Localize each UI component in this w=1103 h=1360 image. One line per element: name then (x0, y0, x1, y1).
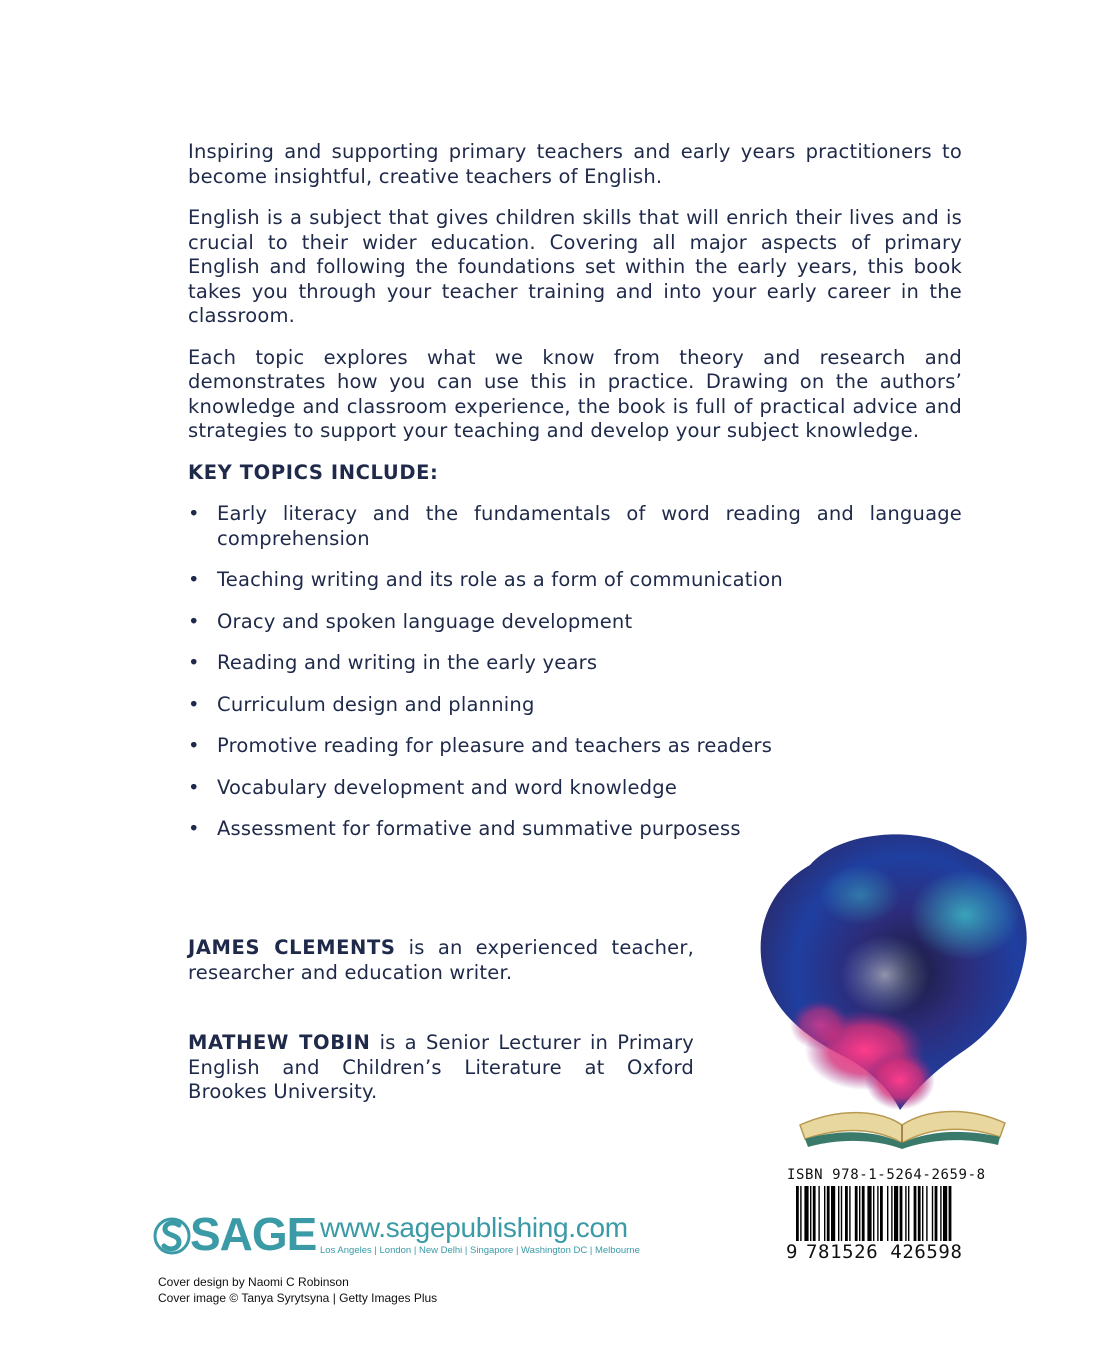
author-name: MATHEW TOBIN (188, 1031, 371, 1054)
barcode-bar (859, 1186, 860, 1248)
barcode-bar (873, 1186, 874, 1248)
barcode-bar (900, 1186, 903, 1248)
author-bio-text: is an experienced teacher, researcher and education writer. (188, 936, 694, 984)
intro-paragraph-2: English is a subject that gives children skills that will enrich their lives and is crucial to their wider education. Covering all major aspects of primary English and following the foundations set within the early years, this book takes you through your teacher training and into your early career in the classroom. (188, 206, 962, 327)
barcode-bar (943, 1186, 947, 1248)
barcode-bar (867, 1186, 871, 1248)
isbn-label: ISBN 978-1-5264-2659-8 (787, 1167, 986, 1183)
barcode-bar (880, 1186, 883, 1248)
list-item (188, 734, 962, 759)
barcode-bar (877, 1186, 878, 1248)
list-item (188, 651, 962, 676)
barcode-bar (949, 1186, 952, 1248)
publisher-cities: Los Angeles | London | New Delhi | Singapore | Washington DC | Melbourne (320, 1245, 640, 1256)
key-topics-heading: KEY TOPICS INCLUDE: (188, 460, 439, 484)
key-topics-list (188, 502, 962, 842)
ink-cloud-book-illustration (750, 825, 1040, 1155)
barcode-bar (855, 1186, 858, 1248)
barcode-bar (841, 1186, 842, 1248)
barcode-bar (800, 1186, 801, 1248)
author-bio-tobin (188, 1031, 694, 1105)
cover-image-credit: Cover image © Tanya Syrytsyna | Getty Images Plus (158, 1291, 438, 1305)
barcode-bar (894, 1186, 898, 1248)
topic-text: Vocabulary development and word knowledge (217, 775, 678, 799)
author-bio-clements (188, 936, 694, 985)
barcode-bar (862, 1186, 865, 1248)
barcode-bar (810, 1186, 811, 1248)
barcode-bar (818, 1186, 819, 1248)
topic-text: Teaching writing and its role as a form of communication (217, 568, 783, 591)
publisher-website-link[interactable]: www.sagepublishing.com (320, 1212, 628, 1243)
bullet-icon: • (188, 775, 200, 799)
bullet-icon: • (188, 817, 200, 840)
barcode-bar (813, 1186, 816, 1248)
bullet-icon: • (188, 734, 200, 757)
barcode-bar (908, 1186, 909, 1248)
barcode-bar (804, 1186, 808, 1248)
barcode-bar (838, 1186, 839, 1248)
barcode-bar (831, 1186, 835, 1248)
cover-design-credit: Cover design by Naomi C Robinson (158, 1275, 349, 1289)
barcode-bar (932, 1186, 933, 1248)
barcode-bar (891, 1186, 892, 1248)
list-item (188, 568, 962, 593)
barcode-bar (935, 1186, 938, 1248)
barcode-bar (940, 1186, 941, 1248)
intro-paragraph-1: Inspiring and supporting primary teachers and early years practitioners to become insightful, creative teachers of English. (188, 140, 962, 188)
topic-text: Reading and writing in the early years (217, 651, 598, 674)
list-item (188, 502, 962, 551)
isbn-lead-digit: 9 (786, 1241, 799, 1263)
barcode-bar (796, 1186, 799, 1248)
barcode-bar (914, 1186, 917, 1248)
barcode-bar (887, 1186, 888, 1248)
sage-logo-icon (153, 1211, 191, 1261)
barcode-bar (926, 1186, 927, 1248)
bullet-icon: • (188, 692, 200, 716)
isbn-group-1: 781526 (806, 1241, 879, 1263)
barcode-bar (905, 1186, 906, 1248)
topic-text: Promotive reading for pleasure and teachers as readers (217, 734, 773, 757)
back-cover-text (188, 140, 962, 859)
barcode-bar (849, 1186, 850, 1248)
intro-paragraph-3: Each topic explores what we know from theory and research and demonstrates how you can use this in practice. Drawing on the authors’ knowledge and classroom experience, the book is full of practical advice and strategies to support your teaching and develop your subject knowledge. (188, 345, 962, 442)
barcode-bar (918, 1186, 921, 1248)
bullet-icon: • (188, 609, 200, 633)
list-item (188, 776, 962, 801)
list-item (188, 693, 962, 718)
bullet-icon: • (188, 568, 200, 591)
barcode-bar (845, 1186, 848, 1248)
topic-text: Assessment for formative and summative purposess (217, 817, 741, 840)
author-bio-text: is a Senior Lecturer in Primary English and Children’s Literature at Oxford Brookes University. (188, 1031, 694, 1103)
bullet-icon: • (188, 502, 200, 525)
barcode-bars (796, 1186, 951, 1248)
topic-text: Curriculum design and planning (217, 692, 535, 716)
barcode-bar (922, 1186, 923, 1248)
bullet-icon: • (188, 651, 200, 674)
topic-text: Oracy and spoken language development (217, 609, 633, 633)
barcode-bar (827, 1186, 830, 1248)
author-name: JAMES CLEMENTS (188, 936, 396, 959)
cover-credits (158, 1274, 437, 1306)
isbn-digits (786, 1241, 1001, 1263)
sage-logo-text: SAGE (190, 1208, 317, 1260)
barcode-bar (824, 1186, 825, 1248)
list-item (188, 610, 962, 635)
topic-text: Early literacy and the fundamentals of word reading and language comprehension (217, 502, 962, 550)
barcode (796, 1186, 996, 1248)
isbn-group-2: 426598 (890, 1241, 963, 1263)
